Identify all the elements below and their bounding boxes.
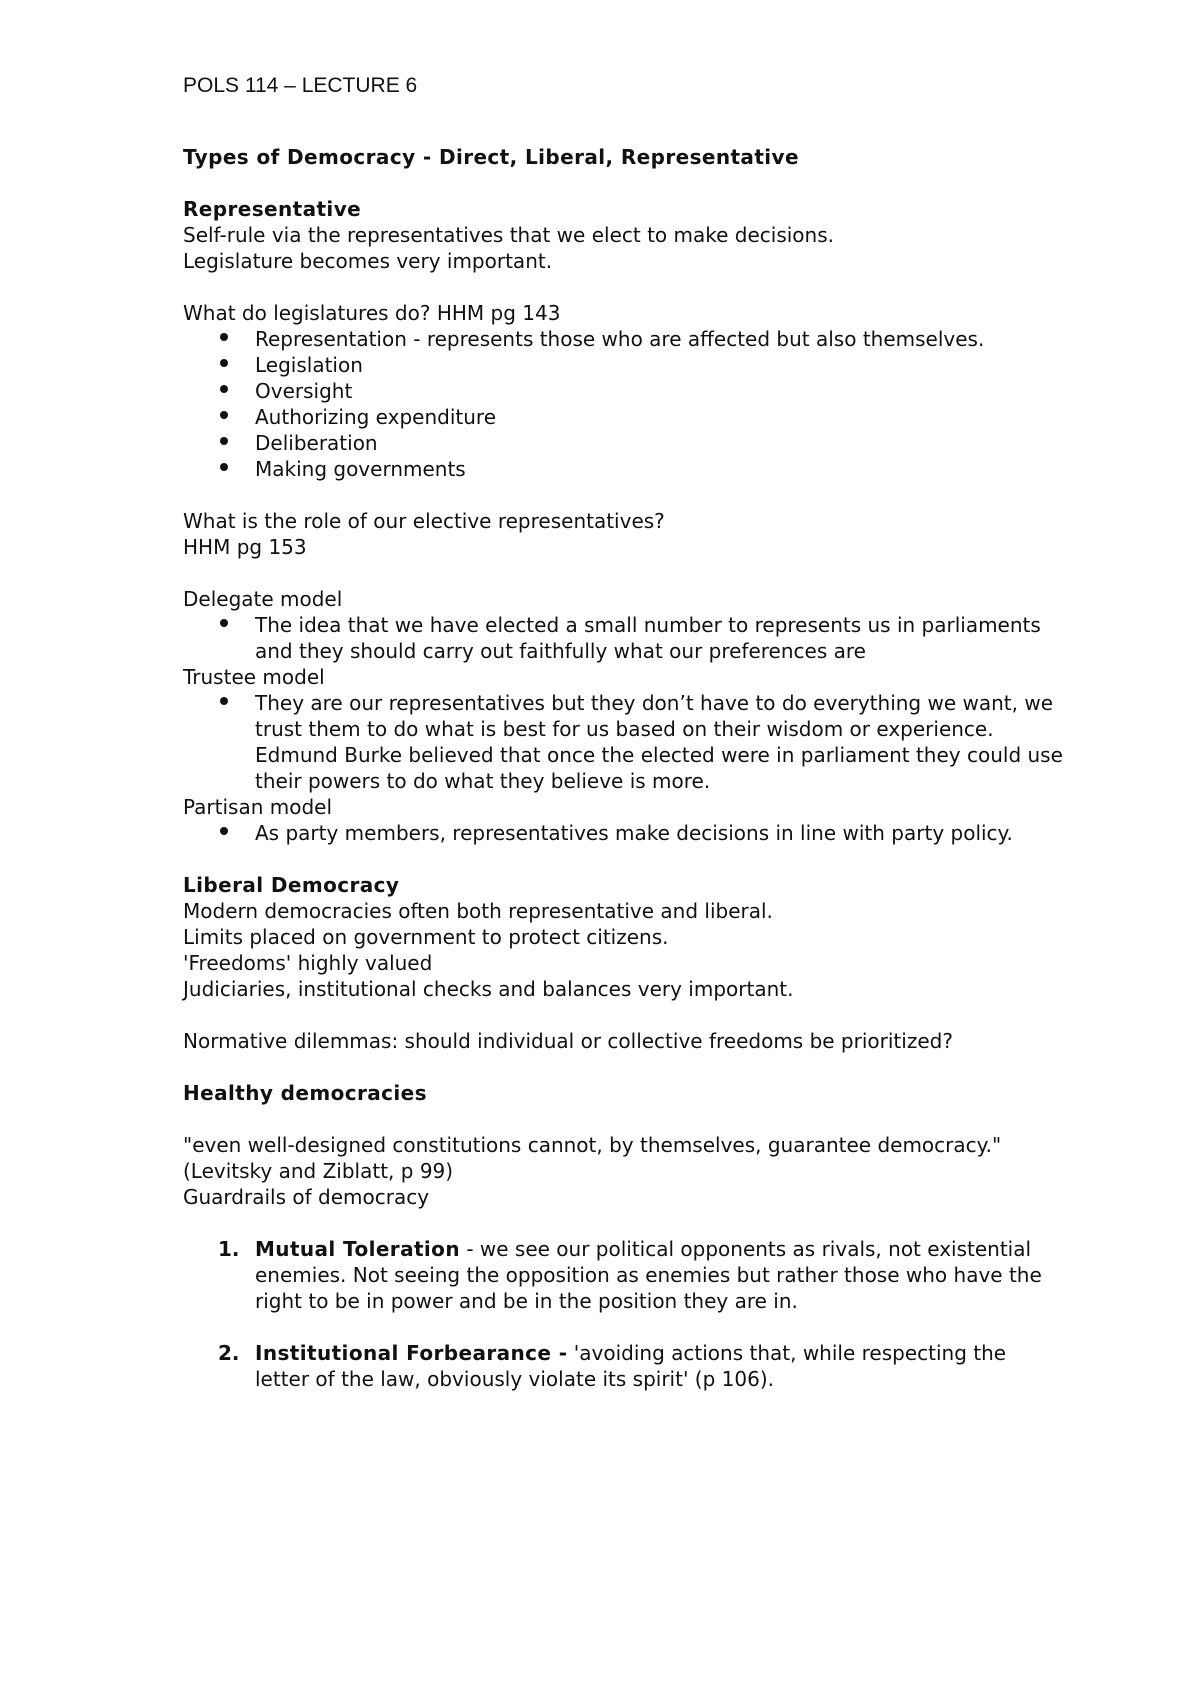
list-item: The idea that we have elected a small number to represents us in parliaments and they should carry out faithfully what our preferences are: [183, 612, 1063, 664]
list-item: Legislation: [183, 352, 1063, 378]
healthy-heading: Healthy democracies: [183, 1081, 427, 1105]
list-item: Making governments: [183, 456, 1063, 482]
guardrail-text: - we see our political opponents as rivals, not existential enemies. Not seeing the opposition as enemies but rather those who have the right to be in power and be in the position they are in.: [255, 1237, 1042, 1313]
liberal-line: Modern democracies often both representative and liberal.: [183, 899, 773, 923]
list-item: Authorizing expenditure: [183, 404, 1063, 430]
document-title: Types of Democracy - Direct, Liberal, Representative: [183, 145, 799, 169]
list-item: Oversight: [183, 378, 1063, 404]
normative-dilemma: Normative dilemmas: should individual or collective freedoms be prioritized?: [183, 1029, 953, 1053]
liberal-line: 'Freedoms' highly valued: [183, 951, 433, 975]
constitution-quote: "even well-designed constitutions cannot, by themselves, guarantee democracy." (Levitsky and Ziblatt, p 99): [183, 1133, 1002, 1183]
list-item: [183, 1236, 1063, 1314]
guardrails-list: [183, 1236, 1063, 1392]
representative-heading: Representative: [183, 197, 362, 221]
model-name: Partisan model: [183, 795, 333, 819]
model-description-list: [183, 820, 1063, 846]
model-name: Trustee model: [183, 665, 325, 689]
liberal-line: Judiciaries, institutional checks and balances very important.: [183, 977, 794, 1001]
guardrail-term: Institutional Forbearance -: [255, 1341, 568, 1365]
list-item: [183, 1340, 1063, 1392]
model-description-list: [183, 612, 1063, 664]
document-body: [183, 72, 1063, 1392]
lecture-header: POLS 114 – LECTURE 6: [183, 74, 418, 97]
guardrail-term: Mutual Toleration: [255, 1237, 460, 1261]
liberal-line: Limits placed on government to protect citizens.: [183, 925, 669, 949]
role-question: What is the role of our elective representatives?: [183, 509, 665, 533]
representative-line: Self-rule via the representatives that we elect to make decisions.: [183, 223, 834, 247]
list-item: Deliberation: [183, 430, 1063, 456]
model-description-list: [183, 690, 1063, 794]
list-item: As party members, representatives make decisions in line with party policy.: [183, 820, 1063, 846]
model-name: Delegate model: [183, 587, 343, 611]
role-reference: HHM pg 153: [183, 535, 307, 559]
list-item: Representation - represents those who are affected but also themselves.: [183, 326, 1063, 352]
list-item: They are our representatives but they don’t have to do everything we want, we trust them to do what is best for us based on their wisdom or experience. Edmund Burke believed that once the elected were in parliament they could use their powers to do what they believe is more.: [183, 690, 1063, 794]
representative-line: Legislature becomes very important.: [183, 249, 553, 273]
guardrail-text: 'avoiding actions that, while respecting the letter of the law, obviously violate its spirit' (p 106).: [255, 1341, 1007, 1391]
legislatures-question: What do legislatures do? HHM pg 143: [183, 301, 561, 325]
liberal-heading: Liberal Democracy: [183, 873, 400, 897]
list-number: 2.: [218, 1341, 240, 1365]
legislature-functions-list: [183, 326, 1063, 482]
list-number: 1.: [218, 1237, 240, 1261]
guardrails-label: Guardrails of democracy: [183, 1185, 430, 1209]
